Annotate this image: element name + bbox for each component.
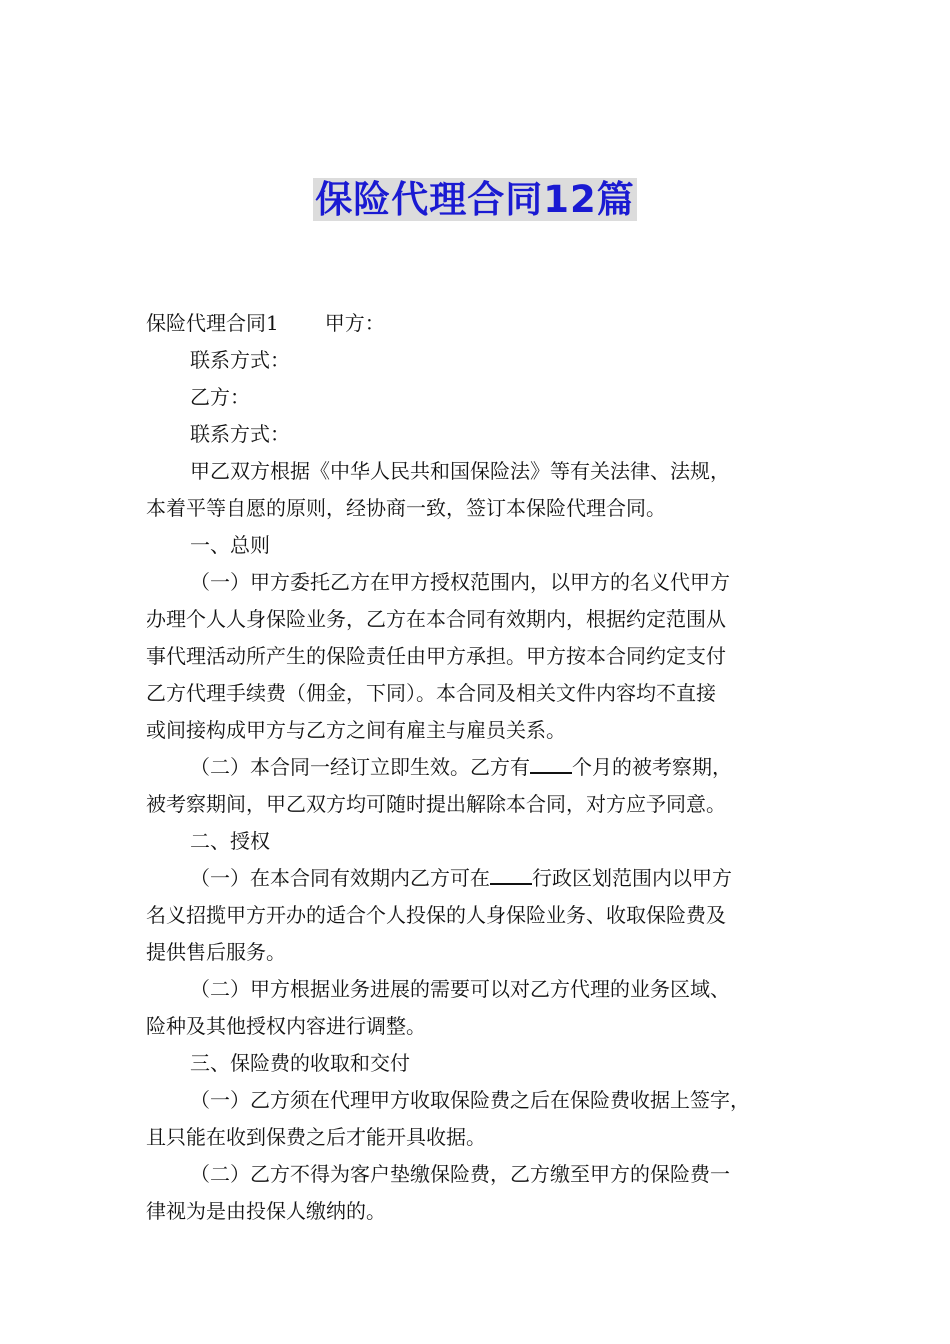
section-3-title: 三、保险费的收取和交付	[190, 1051, 410, 1075]
document-body	[146, 305, 816, 1230]
contact-b-line: 联系方式：	[190, 422, 290, 446]
s1-p1-line-1: （一）甲方委托乙方在甲方授权范围内，以甲方的名义代甲方	[190, 570, 730, 594]
s1-p1-line-4: 乙方代理手续费（佣金，下同）。本合同及相关文件内容均不直接	[146, 681, 716, 705]
s2-p2-line-1: （二）甲方根据业务进展的需要可以对乙方代理的业务区域、	[190, 977, 730, 1001]
s3-p2-line-2: 律视为是由投保人缴纳的。	[146, 1199, 386, 1223]
preamble-line-1: 甲乙双方根据《中华人民共和国保险法》等有关法律、法规，	[190, 459, 730, 483]
party-b-line: 乙方：	[190, 385, 250, 409]
contact-a-line: 联系方式：	[190, 348, 290, 372]
heading-line	[146, 305, 816, 342]
s2-p1-line-1-start: （一）在本合同有效期内乙方可在	[190, 866, 490, 890]
s1-p1-line-3: 事代理活动所产生的保险责任由甲方承担。甲方按本合同约定支付	[146, 644, 726, 668]
s3-p2-line-1: （二）乙方不得为客户垫缴保险费，乙方缴至甲方的保险费一	[190, 1162, 730, 1186]
s3-p1-line-1: （一）乙方须在代理甲方收取保险费之后在保险费收据上签字，	[190, 1088, 750, 1112]
s1-p1-line-2: 办理个人人身保险业务，乙方在本合同有效期内，根据约定范围从	[146, 607, 726, 631]
contract-heading: 保险代理合同1	[146, 311, 279, 335]
s2-p1-line-2: 名义招揽甲方开办的适合个人投保的人身保险业务、收取保险费及	[146, 903, 726, 927]
section-2-title: 二、授权	[190, 829, 270, 853]
party-a-label: 甲方：	[324, 311, 385, 335]
s1-p2-line-1-start: （二）本合同一经订立即生效。乙方有	[190, 755, 530, 779]
section-1-title: 一、总则	[190, 533, 270, 557]
blank-months	[530, 754, 572, 774]
document-title-text: 保险代理合同12篇	[315, 178, 635, 221]
s2-p1-line-3: 提供售后服务。	[146, 940, 286, 964]
preamble-line-2: 本着平等自愿的原则，经协商一致，签订本保险代理合同。	[146, 496, 666, 520]
document-title	[0, 178, 950, 222]
s1-p2-line-2: 被考察期间，甲乙双方均可随时提出解除本合同，对方应予同意。	[146, 792, 726, 816]
s1-p2-line-1	[146, 749, 816, 786]
s2-p1-line-1-end: 行政区划范围内以甲方	[532, 866, 732, 890]
s2-p1-line-1	[146, 860, 816, 897]
s1-p1-line-5: 或间接构成甲方与乙方之间有雇主与雇员关系。	[146, 718, 566, 742]
s1-p2-line-1-end: 个月的被考察期，	[572, 755, 732, 779]
s3-p1-line-2: 且只能在收到保费之后才能开具收据。	[146, 1125, 486, 1149]
blank-region	[490, 865, 532, 885]
s2-p2-line-2: 险种及其他授权内容进行调整。	[146, 1014, 426, 1038]
